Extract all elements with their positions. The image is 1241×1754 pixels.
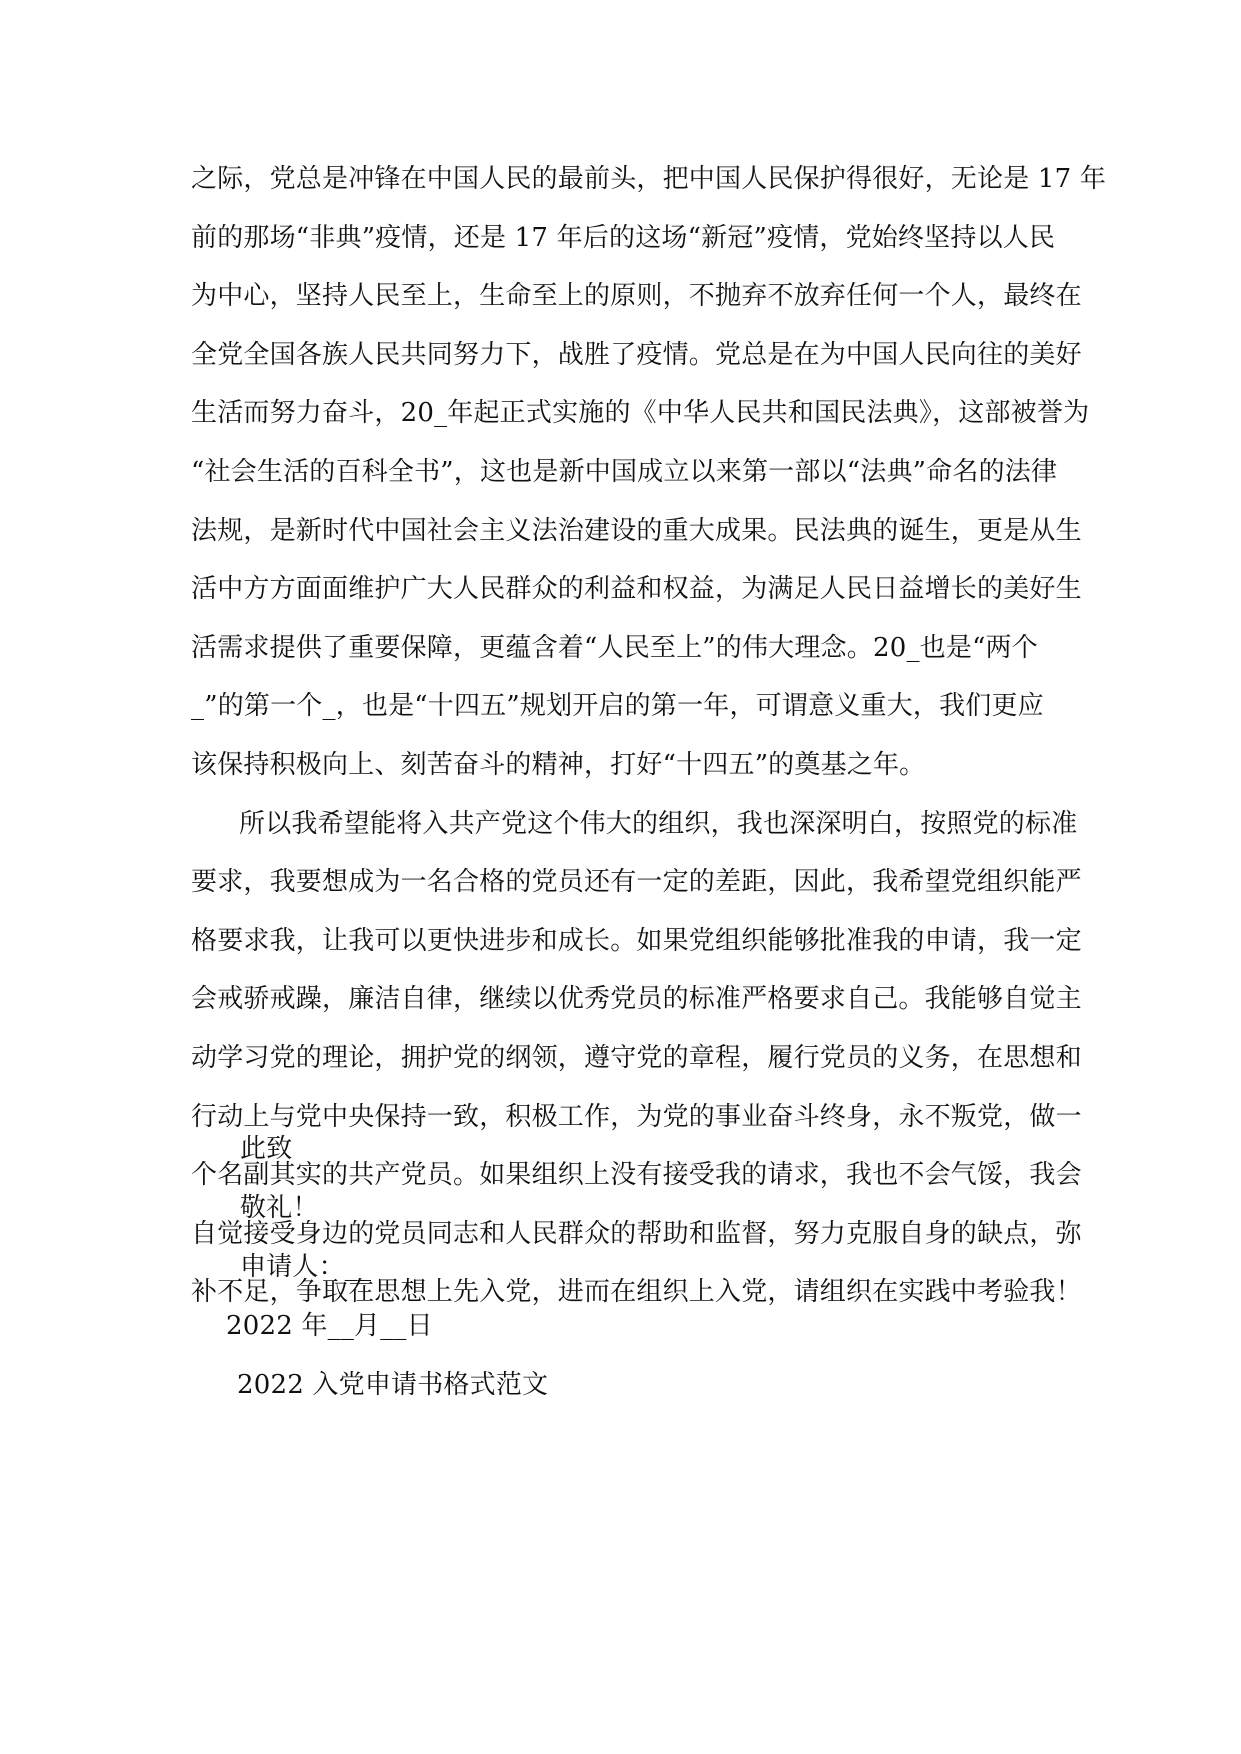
paragraph-line: 全党全国各族人民共同努力下，战胜了疫情。党总是在为中国人民向往的美好 <box>191 339 1082 370</box>
paragraph-line: 自觉接受身边的党员同志和人民群众的帮助和监督，努力克服自身的缺点，弥 <box>191 1218 1082 1249</box>
paragraph-line: 所以我希望能将入共产党这个伟大的组织，我也深深明白，按照党的标准 <box>239 808 1078 839</box>
paragraph-line: 个名副其实的共产党员。如果组织上没有接受我的请求，我也不会气馁，我会 <box>191 1160 1082 1191</box>
next-section-title: 2022 入党申请书格式范文 <box>237 1370 549 1400</box>
paragraph-line: 要求，我要想成为一名合格的党员还有一定的差距，因此，我希望党组织能严 <box>191 867 1082 898</box>
paragraph-line: 格要求我，让我可以更快进步和成长。如果党组织能够批准我的申请，我一定 <box>191 925 1082 956</box>
paragraph-line: 生活而努力奋斗，20_年起正式实施的《中华人民共和国民法典》，这部被誉为 <box>191 398 1090 429</box>
paragraph-line: 活需求提供了重要保障，更蕴含着“人民至上”的伟大理念。20_也是“两个 <box>191 632 1038 663</box>
salutation-text: 此致 <box>240 1134 293 1164</box>
paragraph-line: 活中方方面面维护广大人民群众的利益和权益，为满足人民日益增长的美好生 <box>191 574 1082 605</box>
paragraph-line: “社会生活的百科全书”，这也是新中国成立以来第一部以“法典”命名的法律 <box>191 456 1058 487</box>
respect-text: 敬礼！ <box>240 1193 319 1223</box>
paragraph-line: 为中心，坚持人民至上，生命至上的原则，不抛弃不放弃任何一个人，最终在 <box>191 281 1082 312</box>
paragraph-line: 会戒骄戒躁，廉洁自律，继续以优秀党员的标准严格要求自己。我能够自觉主 <box>191 984 1082 1015</box>
paragraph-line: 前的那场“非典”疫情，还是 17 年后的这场“新冠”疫情，党始终坚持以人民 <box>191 222 1056 253</box>
paragraph-line: 该保持积极向上、刻苦奋斗的精神，打好“十四五”的奠基之年。 <box>191 749 926 780</box>
paragraph-line: 法规，是新时代中国社会主义法治建设的重大成果。民法典的诞生，更是从生 <box>191 515 1082 546</box>
paragraph-line: _”的第一个_，也是“十四五”规划开启的第一年，可谓意义重大，我们更应 <box>191 691 1044 722</box>
paragraph-line: 补不足，争取在思想上先入党，进而在组织上入党，请组织在实践中考验我！ <box>191 1277 1082 1308</box>
letter-body <box>191 150 1107 1322</box>
paragraph-line: 之际，党总是冲锋在中国人民的最前头，把中国人民保护得很好，无论是 17 年 <box>191 164 1107 194</box>
applicant-signature-line: 申请人：__ <box>240 1252 372 1282</box>
paragraph-line: 行动上与党中央保持一致，积极工作，为党的事业奋斗终身，永不叛党，做一 <box>191 1101 1082 1132</box>
paragraph-line: 动学习党的理论，拥护党的纲领，遵守党的章程，履行党员的义务，在思想和 <box>191 1042 1082 1073</box>
date-line: 2022 年__月__日 <box>226 1311 433 1341</box>
